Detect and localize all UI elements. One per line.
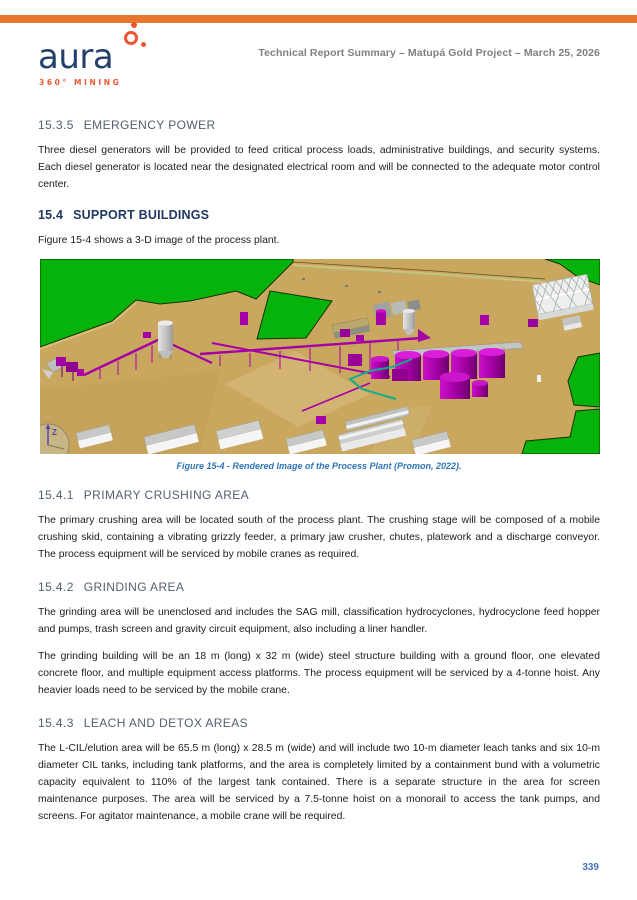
paragraph: Figure 15-4 shows a 3-D image of the process plant. [38, 235, 280, 246]
paragraph: Three diesel generators will be provided to feed critical process loads, administrative buildings, and security systems. Each diesel generator is located near the designated electrical room and will be connected to the adequate motor control center. [38, 145, 600, 190]
page-header [38, 28, 600, 98]
figure-caption: Figure 15-4 - Rendered Image of the Process Plant (Promon, 2022). [176, 461, 462, 471]
section-heading-primary-crushing: 15.4.1 PRIMARY CRUSHING AREA [38, 488, 250, 502]
header-accent-bar [0, 15, 637, 23]
page-number: 339 [582, 862, 599, 873]
paragraph: The primary crushing area will be located south of the process plant. The crushing stage will be composed of a mobile crushing skid, containing a vibrating grizzly feeder, a primary jaw crusher, chutes, platework and a discharge conveyor. The process equipment will be serviced by mobile cranes as required. [38, 515, 600, 560]
aura-logo-wordmark: aura [38, 37, 114, 77]
figure-process-plant-render [40, 259, 600, 454]
section-heading-support-buildings: 15.4 SUPPORT BUILDINGS [38, 208, 210, 222]
svg-text:Z: Z [52, 428, 57, 437]
section-heading-leach-detox: 15.4.3 LEACH AND DETOX AREAS [38, 716, 248, 730]
aura-logo [38, 28, 168, 90]
section-heading-grinding-area: 15.4.2 GRINDING AREA [38, 580, 185, 594]
aura-logo-tagline: 360° MINING [39, 78, 122, 87]
document-body [38, 112, 600, 835]
section-heading-emergency-power: 15.3.5 EMERGENCY POWER [38, 118, 216, 132]
paragraph: The grinding area will be unenclosed and includes the SAG mill, classification hydrocyclones, hydrocyclone feed hopper and pumps, trash screen and gravity circuit equipment, also including a liner handler. [38, 607, 600, 635]
running-header-title: Technical Report Summary – Matupá Gold Project – March 25, 2026 [258, 47, 600, 59]
process-plant-3d-render [40, 259, 600, 454]
aura-logo-mark-icon [122, 22, 148, 50]
paragraph: The grinding building will be an 18 m (long) x 32 m (wide) steel structure building with a ground floor, one elevated concrete floor, and multiple equipment access platforms. The process equipment will be serviced by a 4-tonne hoist. Any heavier loads need to be serviced by the mobile crane. [38, 651, 600, 696]
paragraph: The L-CIL/elution area will be 65.5 m (long) x 28.5 m (wide) and will include two 10-m diameter leach tanks and six 10-m diameter CIL tanks, including tank platforms, and the area is completely limited by a containment bund with a volumetric capacity equivalent to 110% of the largest tank contained. There is a separate structure in the area for screen maintenance purposes. The area will be serviced by a 7.5-tonne hoist on a monorail to access the tank pumps, and screens. For agitator maintenance, a mobile crane will be required. [38, 743, 600, 822]
